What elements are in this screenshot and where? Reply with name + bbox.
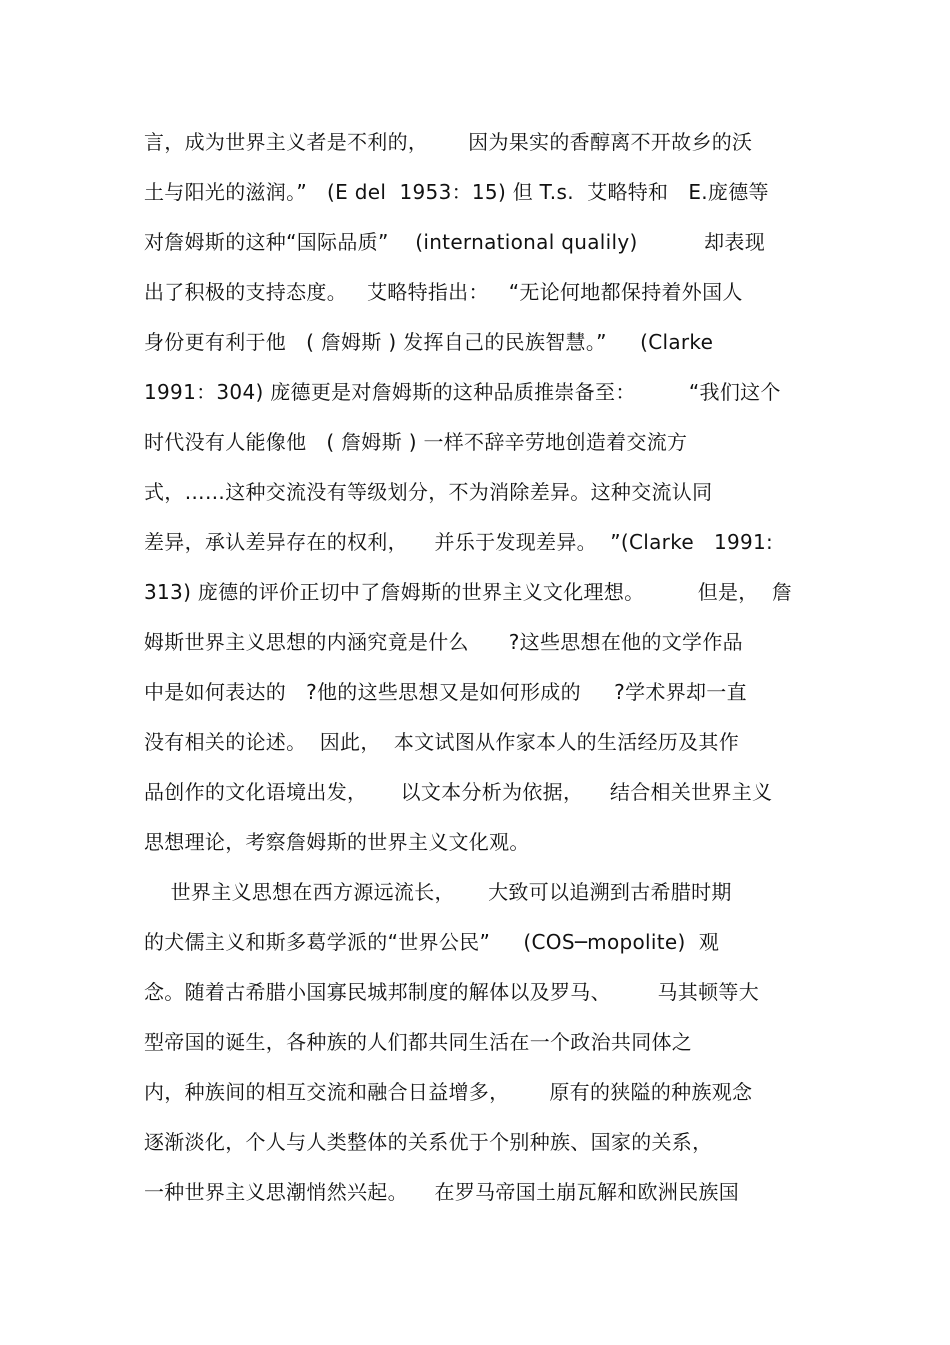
text-line: 型帝国的诞生，各种族的人们都共同生活在一个政治共同体之 (144, 1030, 693, 1054)
text-line: 逐渐淡化，个人与人类整体的关系优于个别种族、国家的关系， (144, 1130, 713, 1154)
text-line: 出了积极的支持态度。 艾略特指出： “无论何地都保持着外国人 (144, 280, 743, 304)
text-line: 没有相关的论述。 因此， 本文试图从作家本人的生活经历及其作 (144, 730, 740, 754)
text-line: 1991：304) 庞德更是对詹姆斯的这种品质推崇备至： “我们这个 (144, 380, 781, 404)
text-line: 姆斯世界主义思想的内涵究竟是什么 ?这些思想在他的文学作品 (144, 630, 743, 654)
text-line: 式，……这种交流没有等级划分，不为消除差异。这种交流认同 (144, 480, 713, 504)
text-line: 身份更有利于他 ( 詹姆斯 ) 发挥自己的民族智慧。” (Clarke (144, 330, 714, 354)
text-line: 时代没有人能像他 ( 詹姆斯 ) 一样不辞辛劳地创造着交流方 (144, 430, 688, 454)
text-line: 差异，承认差异存在的权利， 并乐于发现差异。 ”(Clarke 1991: (144, 530, 774, 554)
text-line: 品创作的文化语境出发， 以文本分析为依据， 结合相关世界主义 (144, 780, 773, 804)
text-line: 内，种族间的相互交流和融合日益增多， 原有的狭隘的种族观念 (144, 1080, 753, 1104)
text-line: 中是如何表达的 ?他的这些思想又是如何形成的 ?学术界却一直 (144, 680, 747, 704)
text-line: 念。随着古希腊小国寡民城邦制度的解体以及罗马、 马其顿等大 (144, 980, 760, 1004)
text-line: 言，成为世界主义者是不利的， 因为果实的香醇离不开故乡的沃 (144, 130, 753, 154)
text-line: 对詹姆斯的这种“国际品质” (international qualily) 却表现 (144, 230, 766, 254)
text-line: 土与阳光的滋润。” (E del 1953：15) 但 T.s. 艾略特和 E.庞德等 (144, 180, 769, 204)
paragraph-start-line: 世界主义思想在西方源远流长， 大致可以追溯到古希腊时期 (144, 880, 732, 904)
text-line: 一种世界主义思潮悄然兴起。 在罗马帝国土崩瓦解和欧洲民族国 (144, 1180, 740, 1204)
text-line: 313) 庞德的评价正切中了詹姆斯的世界主义文化理想。 但是， 詹 (144, 580, 793, 604)
text-line: 的犬儒主义和斯多葛学派的“世界公民” (COS─mopolite) 观 (144, 930, 720, 954)
text-line: 思想理论，考察詹姆斯的世界主义文化观。 (144, 830, 530, 854)
